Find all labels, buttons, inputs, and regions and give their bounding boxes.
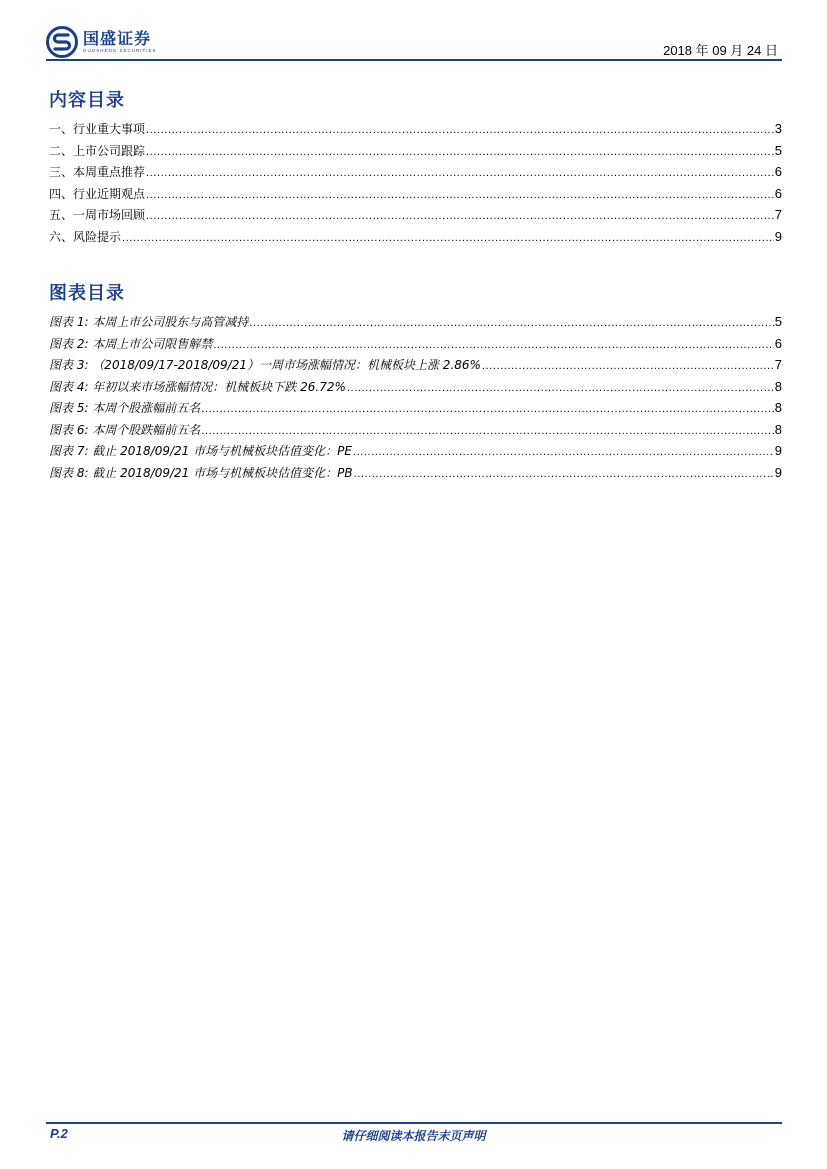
- dot-leader: [201, 403, 773, 415]
- entry-label: 图表 6: 本周个股跌幅前五名: [49, 422, 201, 437]
- contents-entry[interactable]: [49, 228, 782, 250]
- figure-entry[interactable]: [49, 335, 782, 357]
- dot-leader: [201, 425, 773, 437]
- entry-label: 图表 1: 本周上市公司股东与高管减持: [49, 315, 249, 329]
- entry-label: 一、行业重大事项: [49, 122, 146, 136]
- figures-list: [49, 313, 782, 485]
- figures-title: 图表目录: [49, 283, 125, 304]
- dot-leader: [354, 468, 774, 480]
- entry-label: 图表 5: 本周个股涨幅前五名: [49, 401, 201, 415]
- dot-leader: [353, 446, 774, 458]
- dot-leader: [213, 339, 773, 351]
- entry-page-number: 6: [774, 335, 782, 351]
- dot-leader: [146, 167, 774, 179]
- dot-leader: [122, 232, 774, 244]
- entry-page-number: 9: [774, 228, 782, 244]
- contents-entry[interactable]: [49, 142, 782, 164]
- company-logo: [46, 26, 157, 58]
- entry-label: 图表 7: 截止 2018/09/21 市场与机械板块估值变化：PE: [49, 444, 352, 458]
- contents-entry[interactable]: [49, 206, 782, 228]
- figure-entry[interactable]: [49, 356, 782, 378]
- dot-leader: [482, 360, 774, 372]
- dot-leader: [347, 382, 774, 394]
- page-number: P.2: [50, 1126, 68, 1141]
- dot-leader: [146, 146, 774, 158]
- entry-page-number: 5: [774, 314, 782, 329]
- entry-label: 四、行业近期观点: [49, 186, 146, 201]
- brand-name-en: GUOSHENG SECURITIES: [83, 48, 157, 53]
- entry-page-number: 8: [774, 400, 782, 415]
- entry-label: 二、上市公司跟踪: [49, 143, 146, 158]
- contents-entry[interactable]: [49, 185, 782, 207]
- contents-title: 内容目录: [49, 90, 125, 111]
- footer-divider: [46, 1122, 782, 1124]
- entry-label: 图表 3: （2018/09/17-2018/09/21）一周市场涨幅情况：机械板块上涨 2.86%: [49, 358, 481, 372]
- entry-page-number: 7: [774, 357, 782, 372]
- entry-page-number: 7: [774, 207, 782, 222]
- figure-entry[interactable]: [49, 442, 782, 464]
- entry-page-number: 9: [774, 464, 782, 480]
- entry-label: 三、本周重点推荐: [49, 165, 146, 179]
- dot-leader: [146, 124, 774, 136]
- header-divider: [46, 59, 782, 61]
- entry-label: 五、一周市场回顾: [49, 208, 146, 222]
- report-date: 2018 年 09 月 24 日: [663, 43, 778, 58]
- figure-entry[interactable]: [49, 313, 782, 335]
- brand-name-cn: 国盛证券: [83, 29, 152, 48]
- dot-leader: [146, 189, 774, 201]
- guosheng-logo-icon: [46, 26, 78, 58]
- dot-leader: [249, 317, 773, 329]
- figure-entry[interactable]: [49, 421, 782, 443]
- figure-entry[interactable]: [49, 399, 782, 421]
- page-header: [46, 22, 782, 62]
- dot-leader: [146, 210, 774, 222]
- entry-page-number: 9: [774, 443, 782, 458]
- figure-entry[interactable]: [49, 464, 782, 486]
- entry-page-number: 6: [774, 185, 782, 201]
- figure-entry[interactable]: [49, 378, 782, 400]
- entry-label: 六、风险提示: [49, 229, 122, 244]
- entry-page-number: 8: [774, 421, 782, 437]
- entry-page-number: 8: [774, 378, 782, 394]
- entry-page-number: 6: [774, 164, 782, 179]
- entry-page-number: 5: [774, 142, 782, 158]
- entry-label: 图表 8: 截止 2018/09/21 市场与机械板块估值变化：PB: [49, 465, 353, 480]
- entry-label: 图表 2: 本周上市公司限售解禁: [49, 336, 213, 351]
- disclaimer-note: 请仔细阅读本报告末页声明: [341, 1129, 486, 1143]
- entry-page-number: 3: [774, 121, 782, 136]
- entry-label: 图表 4: 年初以来市场涨幅情况：机械板块下跌 26.72%: [49, 379, 346, 394]
- contents-entry[interactable]: [49, 163, 782, 185]
- contents-entry[interactable]: [49, 120, 782, 142]
- contents-list: [49, 120, 782, 249]
